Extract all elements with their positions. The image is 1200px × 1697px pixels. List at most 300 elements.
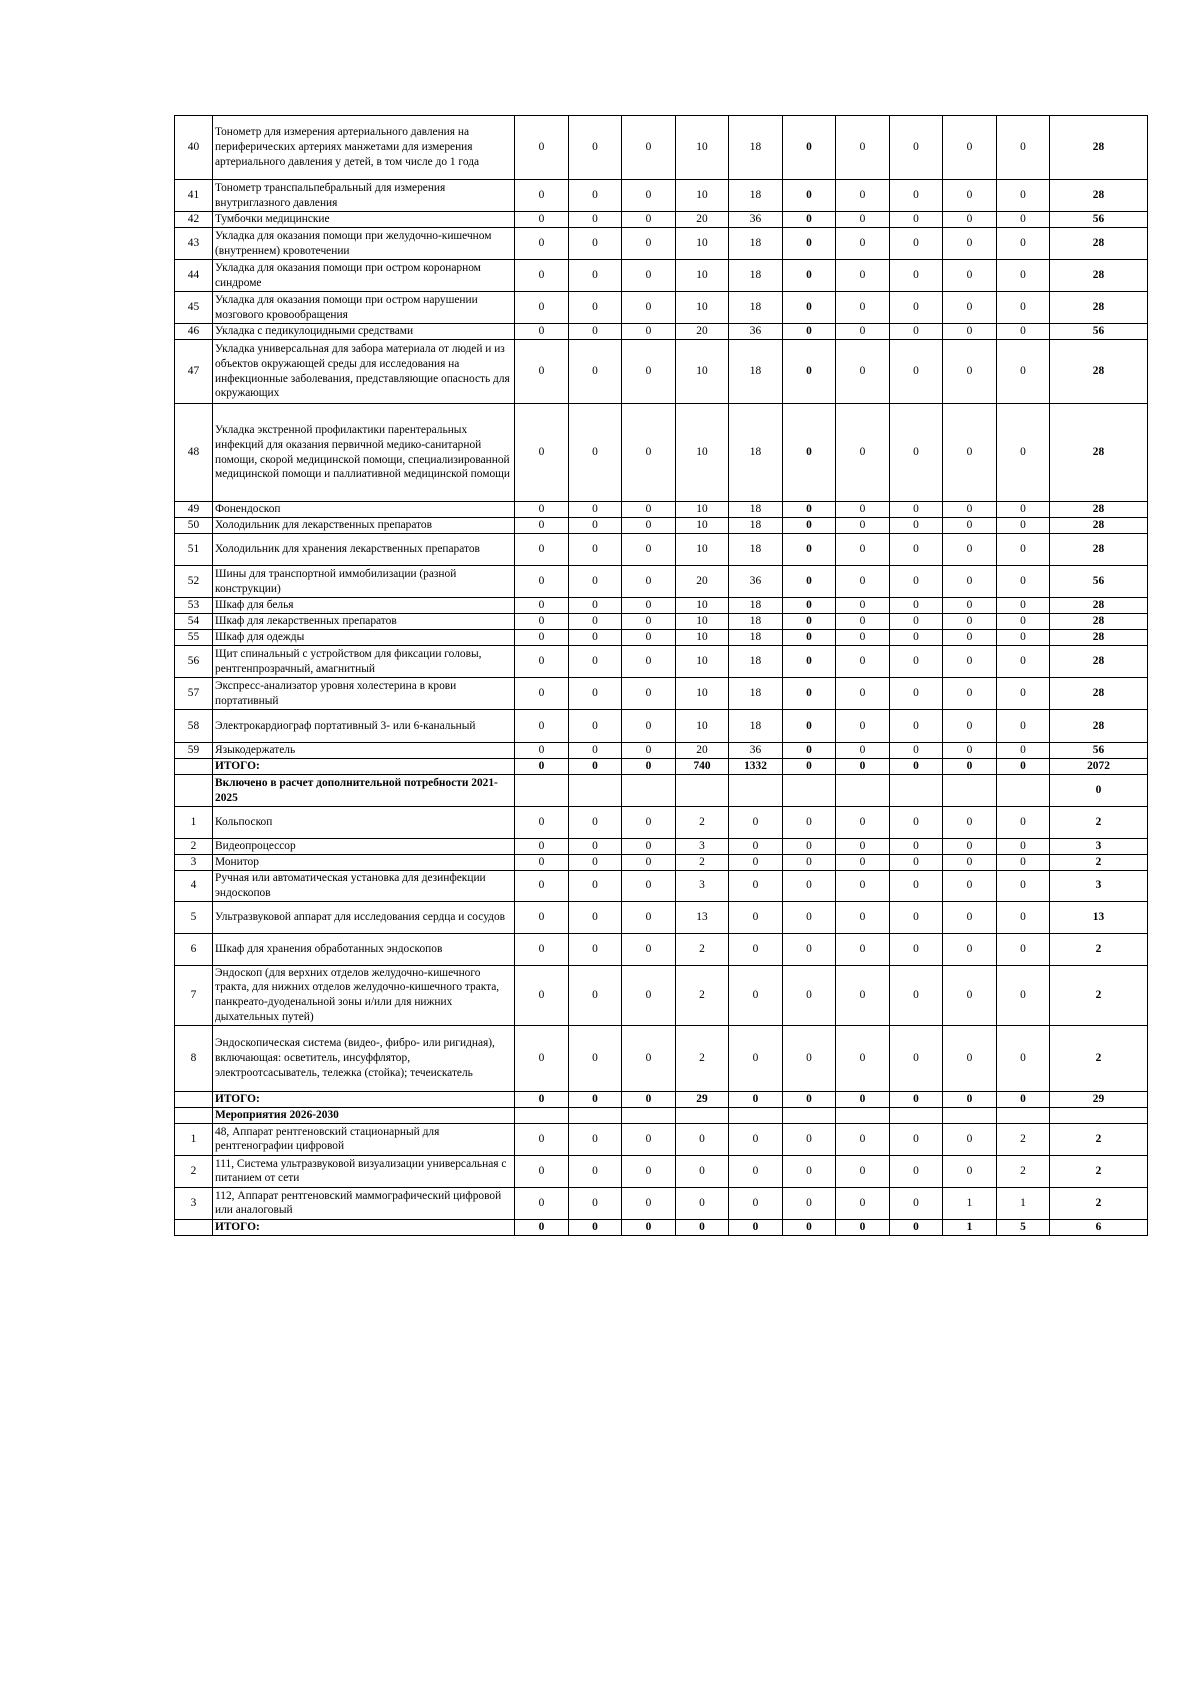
- value-cell: 0: [836, 502, 890, 518]
- row-total-cell: 2: [1050, 1123, 1148, 1155]
- row-number-cell: 1: [175, 1123, 213, 1155]
- value-cell: 0: [783, 710, 836, 743]
- value-cell: 0: [943, 855, 997, 871]
- value-cell: 0: [943, 502, 997, 518]
- table-row: [175, 743, 1148, 759]
- value-cell: 0: [622, 614, 676, 630]
- value-cell: 0: [836, 901, 890, 933]
- value-cell: 0: [890, 855, 943, 871]
- item-name-cell: Шины для транспортной иммобилизации (разной конструкции): [213, 566, 515, 598]
- value-cell: 18: [729, 260, 783, 292]
- value-cell: 0: [783, 180, 836, 212]
- value-cell: 0: [729, 839, 783, 855]
- row-number-cell: 57: [175, 678, 213, 710]
- value-cell: 0: [676, 1187, 729, 1219]
- value-cell: 0: [622, 743, 676, 759]
- row-total-cell: 2: [1050, 1187, 1148, 1219]
- row-total-cell: 28: [1050, 502, 1148, 518]
- value-cell: 10: [676, 534, 729, 566]
- value-cell: 0: [836, 598, 890, 614]
- value-cell: 0: [836, 292, 890, 324]
- value-cell: 18: [729, 678, 783, 710]
- row-number-cell: 45: [175, 292, 213, 324]
- value-cell: 0: [890, 807, 943, 839]
- value-cell: 0: [997, 871, 1050, 902]
- value-cell: 0: [569, 212, 622, 228]
- value-cell: 18: [729, 614, 783, 630]
- value-cell: 0: [622, 404, 676, 502]
- value-cell: 0: [890, 180, 943, 212]
- value-cell: 0: [569, 340, 622, 404]
- value-cell: 0: [569, 598, 622, 614]
- value-cell: 0: [943, 518, 997, 534]
- value-cell: 18: [729, 598, 783, 614]
- row-total-cell: 28: [1050, 292, 1148, 324]
- value-cell: 0: [515, 710, 569, 743]
- value-cell: [836, 775, 890, 807]
- value-cell: 0: [569, 710, 622, 743]
- value-cell: 0: [943, 566, 997, 598]
- row-number-cell: 47: [175, 340, 213, 404]
- total-value-cell: 0: [676, 1219, 729, 1235]
- value-cell: 0: [569, 901, 622, 933]
- value-cell: [622, 775, 676, 807]
- item-name-cell: Видеопроцессор: [213, 839, 515, 855]
- value-cell: 10: [676, 678, 729, 710]
- section-heading-row: [175, 775, 1148, 807]
- value-cell: 0: [515, 630, 569, 646]
- value-cell: 0: [890, 839, 943, 855]
- value-cell: 0: [890, 965, 943, 1025]
- value-cell: [783, 1107, 836, 1123]
- value-cell: 0: [569, 933, 622, 965]
- value-cell: 0: [729, 933, 783, 965]
- value-cell: 0: [515, 965, 569, 1025]
- value-cell: 0: [997, 534, 1050, 566]
- value-cell: 0: [943, 1123, 997, 1155]
- total-value-cell: 0: [622, 1091, 676, 1107]
- value-cell: 0: [783, 518, 836, 534]
- value-cell: 0: [569, 807, 622, 839]
- value-cell: 0: [783, 1155, 836, 1187]
- value-cell: 0: [515, 743, 569, 759]
- value-cell: 0: [836, 566, 890, 598]
- value-cell: 0: [943, 807, 997, 839]
- value-cell: 0: [783, 212, 836, 228]
- value-cell: 0: [943, 871, 997, 902]
- value-cell: 0: [515, 1155, 569, 1187]
- value-cell: 10: [676, 404, 729, 502]
- value-cell: 0: [622, 933, 676, 965]
- row-number-cell: 42: [175, 212, 213, 228]
- value-cell: 0: [890, 630, 943, 646]
- value-cell: [997, 1107, 1050, 1123]
- total-value-cell: 0: [622, 1219, 676, 1235]
- value-cell: 36: [729, 743, 783, 759]
- row-total-cell: [1050, 1107, 1148, 1123]
- value-cell: 0: [515, 807, 569, 839]
- table-row: [175, 180, 1148, 212]
- value-cell: [515, 775, 569, 807]
- value-cell: 2: [997, 1123, 1050, 1155]
- value-cell: 0: [515, 855, 569, 871]
- value-cell: 0: [997, 212, 1050, 228]
- value-cell: 0: [569, 614, 622, 630]
- row-total-cell: 2: [1050, 1025, 1148, 1091]
- value-cell: [676, 775, 729, 807]
- value-cell: 0: [997, 598, 1050, 614]
- value-cell: 10: [676, 518, 729, 534]
- value-cell: 0: [622, 324, 676, 340]
- table-row: [175, 1025, 1148, 1091]
- value-cell: 0: [997, 646, 1050, 678]
- value-cell: 0: [729, 1155, 783, 1187]
- row-total-cell: 2: [1050, 855, 1148, 871]
- value-cell: 2: [676, 933, 729, 965]
- item-name-cell: Кольпоскоп: [213, 807, 515, 839]
- value-cell: 0: [622, 534, 676, 566]
- row-total-cell: 13: [1050, 901, 1148, 933]
- value-cell: 0: [622, 212, 676, 228]
- table-row: [175, 518, 1148, 534]
- table-row: [175, 404, 1148, 502]
- value-cell: 0: [997, 116, 1050, 180]
- value-cell: 0: [836, 871, 890, 902]
- row-total-cell: 56: [1050, 566, 1148, 598]
- row-total-cell: 2: [1050, 1155, 1148, 1187]
- value-cell: 0: [515, 1025, 569, 1091]
- table-row: [175, 933, 1148, 965]
- table-row: [175, 710, 1148, 743]
- item-name-cell: Тумбочки медицинские: [213, 212, 515, 228]
- value-cell: 36: [729, 212, 783, 228]
- value-cell: 0: [836, 678, 890, 710]
- value-cell: 0: [890, 901, 943, 933]
- value-cell: 0: [515, 598, 569, 614]
- value-cell: 0: [836, 228, 890, 260]
- value-cell: 0: [997, 855, 1050, 871]
- value-cell: 0: [569, 518, 622, 534]
- total-label-cell: ИТОГО:: [213, 759, 515, 775]
- row-total-cell: 3: [1050, 871, 1148, 902]
- value-cell: 18: [729, 502, 783, 518]
- value-cell: 0: [890, 260, 943, 292]
- section-heading: Мероприятия 2026-2030: [213, 1107, 515, 1123]
- value-cell: 10: [676, 260, 729, 292]
- value-cell: 0: [890, 1187, 943, 1219]
- value-cell: 0: [890, 678, 943, 710]
- value-cell: 0: [943, 598, 997, 614]
- table-row: [175, 340, 1148, 404]
- value-cell: 0: [943, 614, 997, 630]
- value-cell: 0: [997, 340, 1050, 404]
- value-cell: [569, 775, 622, 807]
- value-cell: 2: [676, 965, 729, 1025]
- value-cell: 3: [676, 871, 729, 902]
- total-value-cell: 0: [569, 759, 622, 775]
- value-cell: 0: [783, 260, 836, 292]
- row-number-cell: 41: [175, 180, 213, 212]
- total-label-cell: ИТОГО:: [213, 1219, 515, 1235]
- value-cell: 0: [890, 518, 943, 534]
- value-cell: 0: [997, 404, 1050, 502]
- value-cell: 0: [569, 324, 622, 340]
- row-number-cell: 50: [175, 518, 213, 534]
- value-cell: 0: [622, 1025, 676, 1091]
- value-cell: 36: [729, 566, 783, 598]
- value-cell: 0: [515, 340, 569, 404]
- value-cell: 0: [783, 743, 836, 759]
- row-number-cell: 5: [175, 901, 213, 933]
- value-cell: 0: [890, 598, 943, 614]
- value-cell: 0: [943, 1025, 997, 1091]
- value-cell: 0: [783, 871, 836, 902]
- value-cell: 0: [569, 965, 622, 1025]
- value-cell: 20: [676, 743, 729, 759]
- value-cell: 0: [729, 855, 783, 871]
- total-value-cell: 0: [783, 1091, 836, 1107]
- value-cell: 0: [569, 502, 622, 518]
- value-cell: [622, 1107, 676, 1123]
- value-cell: 2: [997, 1155, 1050, 1187]
- value-cell: 0: [997, 292, 1050, 324]
- value-cell: 0: [836, 116, 890, 180]
- value-cell: 0: [836, 324, 890, 340]
- value-cell: 0: [890, 743, 943, 759]
- row-total-cell: 28: [1050, 180, 1148, 212]
- table-row: [175, 212, 1148, 228]
- value-cell: 18: [729, 518, 783, 534]
- table-row: [175, 839, 1148, 855]
- value-cell: 0: [890, 340, 943, 404]
- row-number-cell: [175, 1107, 213, 1123]
- value-cell: 1: [997, 1187, 1050, 1219]
- row-total-cell: 28: [1050, 710, 1148, 743]
- item-name-cell: Эндоскоп (для верхних отделов желудочно-кишечного тракта, для нижних отделов желудочно-кишечного тракта, панкреато-дуоденальной зоны и/или для нижних дыхательных путей): [213, 965, 515, 1025]
- item-name-cell: Укладка экстренной профилактики парентеральных инфекций для оказания первичной медико-санитарной помощи, скорой медицинской помощи, специализированной медицинской помощи и паллиативной медицинской помощи: [213, 404, 515, 502]
- value-cell: 0: [836, 614, 890, 630]
- value-cell: 0: [890, 646, 943, 678]
- value-cell: 0: [622, 566, 676, 598]
- value-cell: 0: [943, 1155, 997, 1187]
- row-total-cell: 28: [1050, 614, 1148, 630]
- item-name-cell: Шкаф для белья: [213, 598, 515, 614]
- value-cell: 0: [783, 116, 836, 180]
- table-row: [175, 502, 1148, 518]
- value-cell: 1: [943, 1187, 997, 1219]
- grand-total-cell: 2072: [1050, 759, 1148, 775]
- value-cell: 0: [622, 502, 676, 518]
- value-cell: 0: [622, 260, 676, 292]
- value-cell: 0: [836, 743, 890, 759]
- total-value-cell: 0: [943, 1091, 997, 1107]
- row-total-cell: 28: [1050, 260, 1148, 292]
- value-cell: 0: [515, 933, 569, 965]
- value-cell: 0: [783, 839, 836, 855]
- value-cell: 0: [836, 518, 890, 534]
- value-cell: 0: [890, 1123, 943, 1155]
- value-cell: 0: [622, 630, 676, 646]
- value-cell: 0: [943, 292, 997, 324]
- table-row: [175, 1187, 1148, 1219]
- row-number-cell: 1: [175, 807, 213, 839]
- total-value-cell: 1: [943, 1219, 997, 1235]
- row-total-cell: 56: [1050, 212, 1148, 228]
- value-cell: 0: [890, 1025, 943, 1091]
- value-cell: 0: [515, 566, 569, 598]
- value-cell: [729, 775, 783, 807]
- value-cell: 0: [783, 646, 836, 678]
- row-number-cell: 7: [175, 965, 213, 1025]
- value-cell: 0: [622, 1123, 676, 1155]
- value-cell: 0: [622, 180, 676, 212]
- row-number-cell: 52: [175, 566, 213, 598]
- equipment-table: [174, 115, 1148, 1236]
- row-total-cell: 28: [1050, 518, 1148, 534]
- value-cell: 10: [676, 502, 729, 518]
- value-cell: 0: [729, 807, 783, 839]
- value-cell: 0: [890, 534, 943, 566]
- value-cell: 0: [783, 614, 836, 630]
- value-cell: 0: [569, 646, 622, 678]
- value-cell: 0: [783, 901, 836, 933]
- value-cell: 0: [515, 871, 569, 902]
- value-cell: 0: [622, 116, 676, 180]
- value-cell: 0: [836, 807, 890, 839]
- value-cell: 0: [783, 566, 836, 598]
- value-cell: 0: [515, 1187, 569, 1219]
- total-value-cell: 0: [729, 1219, 783, 1235]
- row-number-cell: 59: [175, 743, 213, 759]
- value-cell: 0: [622, 807, 676, 839]
- value-cell: 0: [515, 614, 569, 630]
- total-value-cell: 5: [997, 1219, 1050, 1235]
- value-cell: 2: [676, 855, 729, 871]
- value-cell: 0: [997, 502, 1050, 518]
- row-number-cell: 3: [175, 855, 213, 871]
- value-cell: 0: [515, 180, 569, 212]
- value-cell: 2: [676, 1025, 729, 1091]
- value-cell: 0: [997, 678, 1050, 710]
- value-cell: 0: [997, 933, 1050, 965]
- row-number-cell: 43: [175, 228, 213, 260]
- value-cell: 10: [676, 598, 729, 614]
- value-cell: 0: [622, 678, 676, 710]
- section-total-row: [175, 1219, 1148, 1235]
- value-cell: 0: [569, 228, 622, 260]
- row-total-cell: 28: [1050, 534, 1148, 566]
- table-row: [175, 630, 1148, 646]
- value-cell: 0: [997, 901, 1050, 933]
- value-cell: 0: [890, 933, 943, 965]
- value-cell: 0: [515, 228, 569, 260]
- value-cell: 0: [836, 1187, 890, 1219]
- value-cell: 0: [943, 180, 997, 212]
- section-total-row: [175, 1091, 1148, 1107]
- total-value-cell: 1332: [729, 759, 783, 775]
- value-cell: 0: [997, 965, 1050, 1025]
- row-number-cell: [175, 1219, 213, 1235]
- value-cell: 0: [569, 566, 622, 598]
- item-name-cell: Языкодержатель: [213, 743, 515, 759]
- value-cell: 0: [783, 404, 836, 502]
- value-cell: 0: [943, 743, 997, 759]
- value-cell: 0: [943, 933, 997, 965]
- value-cell: 0: [997, 807, 1050, 839]
- total-value-cell: 0: [515, 1091, 569, 1107]
- row-total-cell: 28: [1050, 598, 1148, 614]
- grand-total-cell: 29: [1050, 1091, 1148, 1107]
- value-cell: 0: [890, 404, 943, 502]
- value-cell: 0: [515, 901, 569, 933]
- row-number-cell: 46: [175, 324, 213, 340]
- value-cell: 0: [569, 871, 622, 902]
- value-cell: 0: [515, 839, 569, 855]
- value-cell: 0: [569, 678, 622, 710]
- value-cell: 0: [943, 965, 997, 1025]
- row-number-cell: 54: [175, 614, 213, 630]
- value-cell: 0: [569, 839, 622, 855]
- value-cell: [515, 1107, 569, 1123]
- value-cell: 10: [676, 340, 729, 404]
- item-name-cell: Шкаф для лекарственных препаратов: [213, 614, 515, 630]
- value-cell: 0: [943, 324, 997, 340]
- value-cell: 18: [729, 630, 783, 646]
- value-cell: 0: [890, 324, 943, 340]
- total-value-cell: 0: [569, 1091, 622, 1107]
- value-cell: 10: [676, 228, 729, 260]
- value-cell: 0: [836, 180, 890, 212]
- value-cell: 0: [783, 598, 836, 614]
- value-cell: 0: [890, 566, 943, 598]
- value-cell: 0: [622, 518, 676, 534]
- table-row: [175, 901, 1148, 933]
- value-cell: 0: [622, 292, 676, 324]
- value-cell: 0: [569, 743, 622, 759]
- value-cell: 0: [622, 901, 676, 933]
- value-cell: 0: [836, 646, 890, 678]
- table-row: [175, 228, 1148, 260]
- value-cell: [836, 1107, 890, 1123]
- total-value-cell: 0: [943, 759, 997, 775]
- total-value-cell: 0: [890, 1091, 943, 1107]
- value-cell: 18: [729, 292, 783, 324]
- value-cell: 0: [783, 502, 836, 518]
- value-cell: 0: [943, 228, 997, 260]
- value-cell: 0: [783, 630, 836, 646]
- item-name-cell: Холодильник для лекарственных препаратов: [213, 518, 515, 534]
- value-cell: 0: [943, 839, 997, 855]
- row-number-cell: [175, 775, 213, 807]
- value-cell: 0: [729, 901, 783, 933]
- value-cell: 0: [515, 292, 569, 324]
- value-cell: 0: [890, 710, 943, 743]
- value-cell: 2: [676, 807, 729, 839]
- value-cell: [729, 1107, 783, 1123]
- row-number-cell: 8: [175, 1025, 213, 1091]
- section-heading-row: [175, 1107, 1148, 1123]
- table-row: [175, 855, 1148, 871]
- total-value-cell: 0: [622, 759, 676, 775]
- item-name-cell: Тонометр транспальпебральный для измерения внутриглазного давления: [213, 180, 515, 212]
- value-cell: 0: [729, 1123, 783, 1155]
- value-cell: 0: [836, 212, 890, 228]
- value-cell: 0: [997, 260, 1050, 292]
- value-cell: 18: [729, 180, 783, 212]
- value-cell: 0: [515, 646, 569, 678]
- item-name-cell: Укладка для оказания помощи при остром нарушении мозгового кровообращения: [213, 292, 515, 324]
- row-total-cell: 28: [1050, 340, 1148, 404]
